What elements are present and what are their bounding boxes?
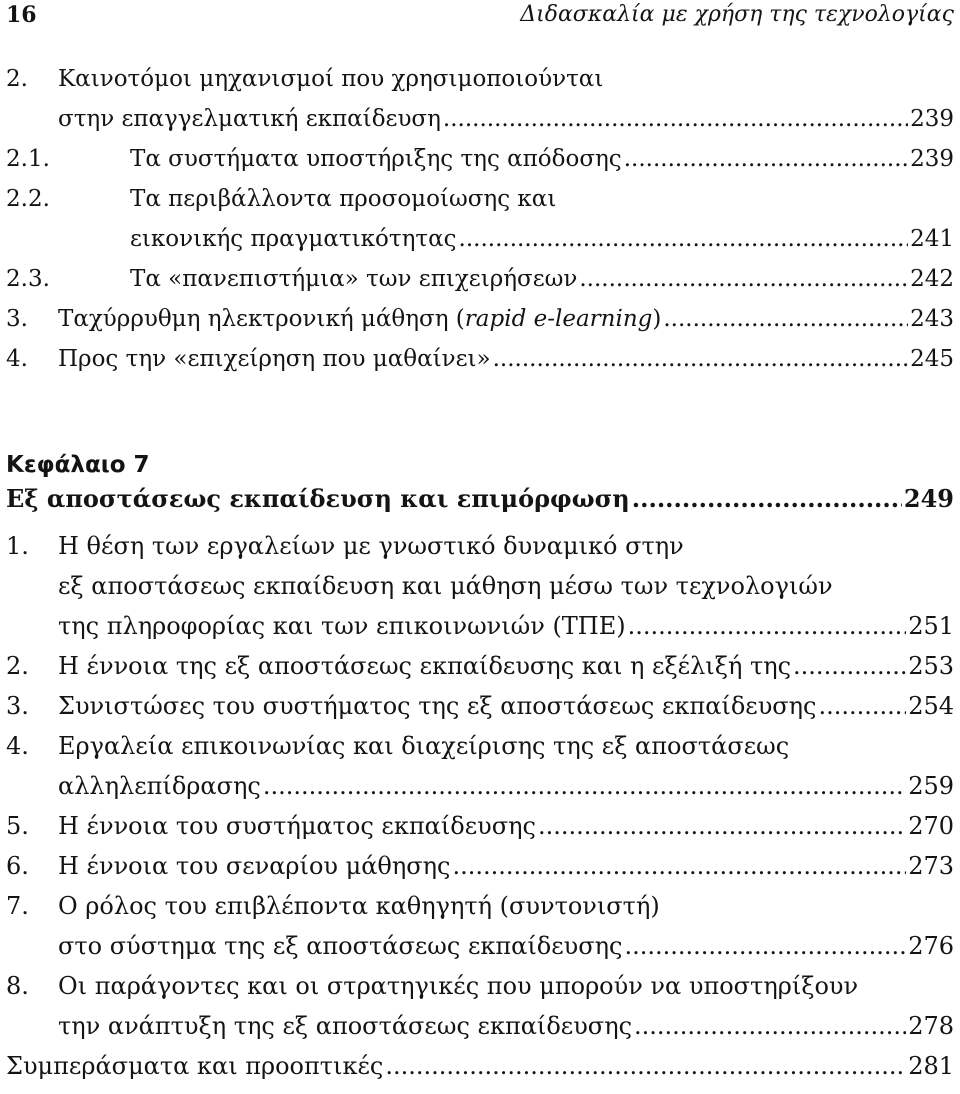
page-ref: 254 bbox=[908, 692, 954, 720]
entry-number: 2.2. bbox=[6, 186, 50, 212]
conclusion bbox=[6, 1052, 954, 1080]
entry-text bbox=[58, 812, 954, 840]
dot-leader bbox=[663, 306, 908, 332]
entry-title: Εργαλεία επικοινωνίας και διαχείρισης της εξ αποστάσεως bbox=[58, 732, 790, 760]
entry-title: Τα συστήματα υποστήριξης της απόδοσης bbox=[130, 146, 622, 172]
page-ref: 249 bbox=[903, 484, 954, 513]
page-ref: 239 bbox=[910, 106, 954, 132]
entry-title: Καινοτόμοι μηχανισμοί που χρησιμοποιούνται bbox=[58, 66, 604, 92]
toc-line bbox=[0, 692, 960, 732]
entry-title: Συνιστώσες του συστήματος της εξ αποστάσεως εκπαίδευσης bbox=[58, 692, 817, 720]
dot-leader bbox=[452, 852, 906, 880]
page-ref: 253 bbox=[908, 652, 954, 680]
chapter-title-line bbox=[0, 484, 960, 524]
entry-text bbox=[58, 346, 954, 372]
entry-title: την ανάπτυξη της εξ αποστάσεως εκπαίδευσης bbox=[58, 1012, 633, 1040]
entry-text bbox=[58, 106, 954, 132]
entry-text bbox=[130, 186, 556, 212]
chapter-label: Κεφάλαιο 7 bbox=[6, 452, 150, 478]
page-ref: 259 bbox=[908, 772, 954, 800]
entry-number: 8. bbox=[6, 972, 29, 1000]
entry-title: εξ αποστάσεως εκπαίδευση και μάθηση μέσω των τεχνολογιών bbox=[58, 572, 833, 600]
entry-title: Τα «πανεπιστήμια» των επιχειρήσεων bbox=[130, 266, 578, 292]
entry-number: 4. bbox=[6, 346, 28, 372]
dot-leader bbox=[819, 692, 907, 720]
entry-number: 6. bbox=[6, 852, 29, 880]
entry-title-italic: rapid e-learning bbox=[464, 306, 653, 332]
chapter-title bbox=[6, 484, 954, 513]
entry-text bbox=[58, 772, 954, 800]
entry-title: Η θέση των εργαλείων με γνωστικό δυναμικό στην bbox=[58, 532, 684, 560]
dot-leader bbox=[632, 484, 902, 513]
dot-leader bbox=[459, 226, 909, 252]
toc-line bbox=[0, 66, 960, 106]
chapter-title-text: Εξ αποστάσεως εκπαίδευση και επιμόρφωση bbox=[6, 484, 630, 513]
entry-text bbox=[58, 572, 833, 600]
entry-title: Ο ρόλος του επιβλέποντα καθηγητή (συντονιστή) bbox=[58, 892, 660, 920]
entry-number: 2.1. bbox=[6, 146, 50, 172]
toc-line bbox=[0, 1012, 960, 1052]
entry-number: 2. bbox=[6, 66, 28, 92]
toc-line bbox=[0, 266, 960, 306]
conclusion-line bbox=[0, 1052, 960, 1092]
entry-number: 3. bbox=[6, 306, 28, 332]
page-ref: 281 bbox=[908, 1052, 954, 1080]
page-ref: 245 bbox=[910, 346, 954, 372]
toc-line bbox=[0, 972, 960, 1012]
toc-line bbox=[0, 892, 960, 932]
entry-number: 1. bbox=[6, 532, 29, 560]
toc-line bbox=[0, 532, 960, 572]
dot-leader bbox=[579, 266, 908, 292]
page-header bbox=[0, 0, 960, 34]
entry-text bbox=[58, 892, 660, 920]
toc-line bbox=[0, 812, 960, 852]
entry-title-tail: ) bbox=[652, 306, 662, 332]
entry-title: αλληλεπίδρασης bbox=[58, 772, 261, 800]
dot-leader bbox=[385, 1052, 906, 1080]
dot-leader bbox=[634, 1012, 906, 1040]
dot-leader bbox=[493, 346, 908, 372]
entry-number: 7. bbox=[6, 892, 29, 920]
dot-leader bbox=[628, 612, 907, 640]
entry-text bbox=[130, 226, 954, 252]
entry-text bbox=[58, 1012, 954, 1040]
page-ref: 241 bbox=[910, 226, 954, 252]
dot-leader bbox=[793, 652, 906, 680]
toc-line bbox=[0, 652, 960, 692]
entry-text bbox=[58, 732, 789, 760]
entry-title: της πληροφορίας και των επικοινωνιών (ΤΠΕ) bbox=[58, 612, 626, 640]
entry-text bbox=[130, 146, 954, 172]
dot-leader bbox=[443, 106, 908, 132]
toc-line bbox=[0, 572, 960, 612]
toc-line bbox=[0, 772, 960, 812]
entry-number: 3. bbox=[6, 692, 29, 720]
entry-text bbox=[58, 66, 603, 92]
toc-line bbox=[0, 852, 960, 892]
page-ref: 273 bbox=[908, 852, 954, 880]
entry-title: Η έννοια του σεναρίου μάθησης bbox=[58, 852, 451, 880]
entry-text bbox=[58, 532, 684, 560]
entry-text bbox=[58, 932, 954, 960]
entry-text bbox=[58, 612, 954, 640]
page-ref: 270 bbox=[908, 812, 954, 840]
entry-text bbox=[58, 692, 954, 720]
toc-line bbox=[0, 932, 960, 972]
toc-line bbox=[0, 306, 960, 346]
page-ref: 243 bbox=[910, 306, 954, 332]
entry-title: Η έννοια της εξ αποστάσεως εκπαίδευσης και η εξέλιξή της bbox=[58, 652, 792, 680]
entry-title: Οι παράγοντες και οι στρατηγικές που μπορούν να υποστηρίξουν bbox=[58, 972, 859, 1000]
entry-text bbox=[130, 266, 954, 292]
page-number: 16 bbox=[6, 2, 37, 28]
dot-leader bbox=[624, 932, 906, 960]
entry-number: 2.3. bbox=[6, 266, 50, 292]
conclusion-title: Συμπεράσματα και προοπτικές bbox=[6, 1052, 384, 1080]
dot-leader bbox=[624, 146, 908, 172]
entry-text bbox=[58, 972, 858, 1000]
toc-line bbox=[0, 226, 960, 266]
toc-line bbox=[0, 732, 960, 772]
entry-title: Η έννοια του συστήματος εκπαίδευσης bbox=[58, 812, 536, 840]
page-ref: 242 bbox=[910, 266, 954, 292]
page-ref: 278 bbox=[908, 1012, 954, 1040]
running-title: Διδασκαλία με χρήση της τεχνολογίας bbox=[520, 2, 954, 27]
entry-title: στην επαγγελματική εκπαίδευση bbox=[58, 106, 441, 132]
entry-number: 2. bbox=[6, 652, 29, 680]
page-ref: 251 bbox=[908, 612, 954, 640]
entry-title: Τα περιβάλλοντα προσομοίωσης και bbox=[130, 186, 557, 212]
entry-title: Προς την «επιχείρηση που μαθαίνει» bbox=[58, 346, 491, 372]
toc-line bbox=[0, 346, 960, 386]
entry-number: 4. bbox=[6, 732, 29, 760]
entry-title: στο σύστημα της εξ αποστάσεως εκπαίδευσης bbox=[58, 932, 623, 960]
entry-title: Ταχύρρυθμη ηλεκτρονική μάθηση ( bbox=[58, 306, 465, 332]
entry-text bbox=[58, 652, 954, 680]
toc-line bbox=[0, 106, 960, 146]
page-ref: 239 bbox=[910, 146, 954, 172]
entry-number: 5. bbox=[6, 812, 29, 840]
dot-leader bbox=[538, 812, 906, 840]
entry-text bbox=[58, 852, 954, 880]
entry-text bbox=[58, 306, 954, 332]
toc-line bbox=[0, 186, 960, 226]
dot-leader bbox=[263, 772, 906, 800]
page-ref: 276 bbox=[908, 932, 954, 960]
entry-title: εικονικής πραγματικότητας bbox=[130, 226, 457, 252]
toc-line bbox=[0, 612, 960, 652]
toc-line bbox=[0, 146, 960, 186]
